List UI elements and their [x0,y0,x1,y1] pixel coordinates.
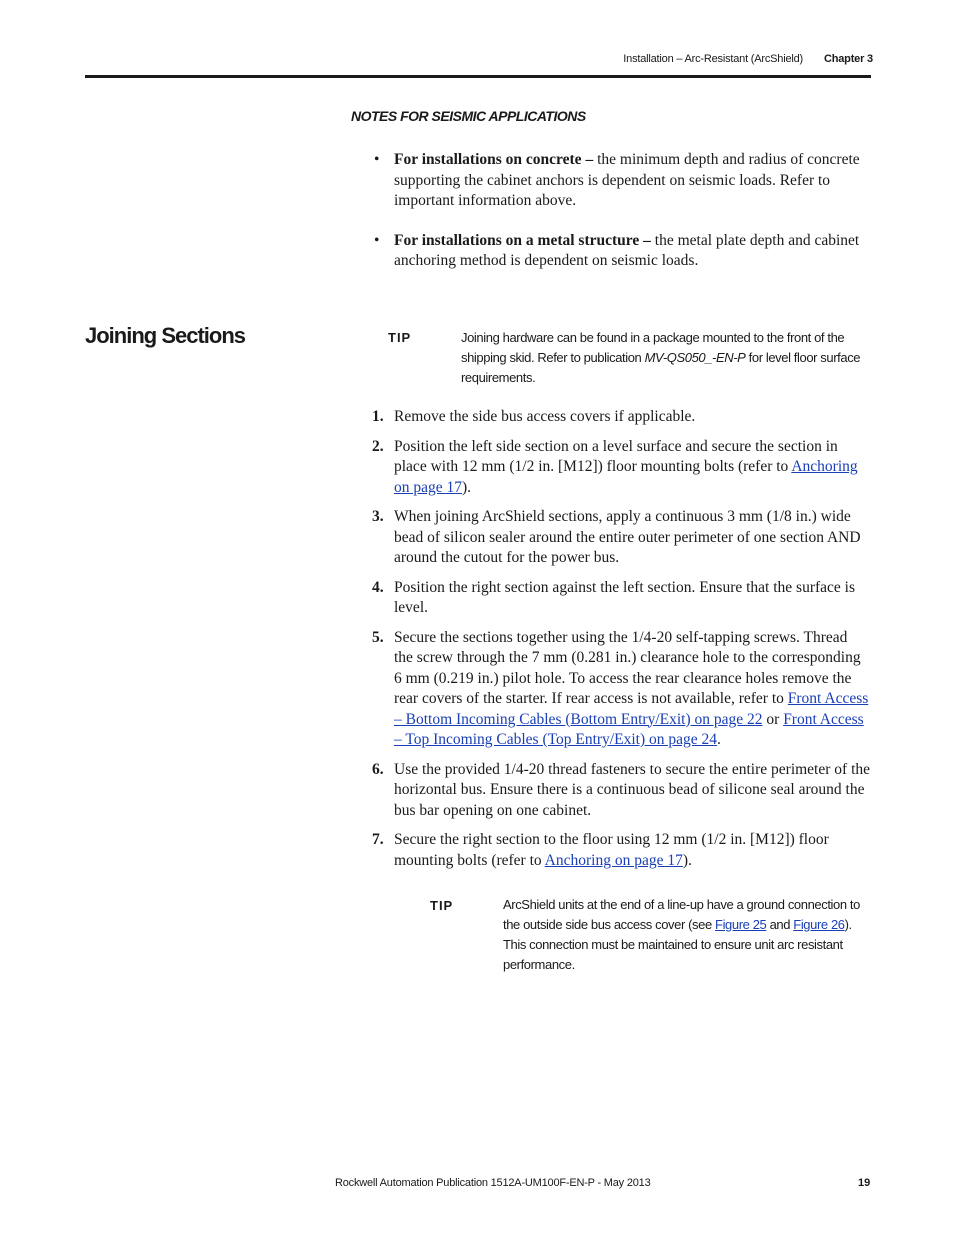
bullet-icon: • [374,231,380,249]
running-header-chapter: Chapter 3 [824,53,873,65]
step-number: 5. [372,628,384,646]
bullet-icon: • [374,151,380,168]
anchoring-link[interactable]: Anchoring on page 17 [394,458,858,496]
bullet-lead: For installations on a metal structure – [394,231,651,249]
step-7 [372,830,870,871]
seismic-bullet-list [372,150,870,291]
seismic-bullet-metal [372,231,870,272]
step-text: ). [462,478,472,496]
figure-25-link[interactable]: Figure 25 [715,917,767,932]
publication-ref: MV-QS050_-EN-P [644,350,746,365]
step-text: Position the left side section on a level surface and secure the section in place with 12 mm (1/2 in. [M12]) floor mounting bolts (refer to [394,437,838,475]
page-number: 19 [858,1177,871,1189]
tip-text [503,895,871,975]
tip-text-part: ). This connection must be maintained to ensure unit arc resistant performance. [503,917,852,972]
step-text: When joining ArcShield sections, apply a continuous 3 mm (1/8 in.) wide bead of silicon sealer around the entire outer perimeter of one section AND around the cutout for the power bus. [394,508,861,566]
step-number: 4. [372,578,384,596]
running-header-section: Installation – Arc-Resistant (ArcShield) [623,53,803,65]
tip-label: TIP [430,898,454,913]
joining-steps-list [372,407,870,880]
tip-text-part: ArcShield units at the end of a line-up have a ground connection to the outside side bus access cover (see [503,897,860,932]
bullet-text: the metal plate depth and cabinet anchoring method is dependent on seismic loads. [394,231,860,269]
step-4 [372,578,870,619]
anchoring-link[interactable]: Anchoring on page 17 [544,851,683,869]
tip-text-part: Joining hardware can be found in a package mounted to the front of the shipping skid. Refer to publication [461,330,845,365]
step-1 [372,407,870,428]
seismic-notes-title: NOTES FOR SEISMIC APPLICATIONS [351,108,586,124]
step-number: 6. [372,760,384,778]
bullet-text: the minimum depth and radius of concrete supporting the cabinet anchors is dependent on seismic loads. Refer to important information above. [394,151,860,209]
joining-sections-heading: Joining Sections [85,323,246,348]
step-number: 2. [372,437,384,455]
step-6 [372,760,870,822]
step-text: or [762,710,784,728]
step-number: 1. [372,408,384,425]
step-text: Position the right section against the left section. Ensure that the surface is level. [394,578,856,616]
step-text: Secure the sections together using the 1/4-20 self-tapping screws. Thread the screw through the 7 mm (0.281 in.) clearance hole to the corresponding 6 mm (0.219 in.) pilot hole. To access the rear clearance holes remove the rear covers of the starter. If rear access is not available, refer to [394,628,861,707]
tip-text-part: and [766,917,794,932]
step-number: 7. [372,831,384,848]
tip-label: TIP [388,330,412,345]
step-text: . [717,731,721,748]
tip-text-part: for level floor surface requirements. [461,350,861,385]
step-number: 3. [372,508,384,525]
step-text: Remove the side bus access covers if applicable. [394,408,696,425]
step-5 [372,628,870,751]
step-3 [372,507,870,569]
front-access-bottom-link[interactable]: Front Access – Bottom Incoming Cables (Bottom Entry/Exit) on page 22 [394,690,869,728]
seismic-bullet-concrete [372,150,870,212]
figure-26-link[interactable]: Figure 26 [793,917,845,932]
step-text: Use the provided 1/4-20 thread fasteners to secure the entire perimeter of the horizontal bus. Ensure there is a continuous bead of silicone seal around the bus bar opening on one cabinet. [394,760,871,819]
header-rule [85,75,871,78]
tip-text [461,328,871,388]
step-text: Secure the right section to the floor using 12 mm (1/2 in. [M12]) floor mounting bolts (refer to [394,831,829,869]
step-2 [372,437,870,499]
front-access-top-link[interactable]: Front Access – Top Incoming Cables (Top Entry/Exit) on page 24 [394,710,864,748]
step-text: ). [682,851,692,869]
bullet-lead: For installations on concrete – [394,151,594,168]
footer-publication: Rockwell Automation Publication 1512A-UM100F-EN-P - May 2013 [335,1177,651,1189]
